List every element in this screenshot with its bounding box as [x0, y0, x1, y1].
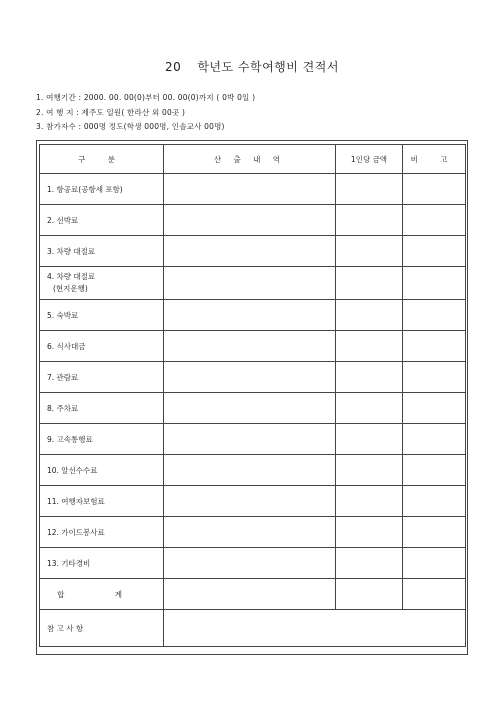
row-calculation-cell[interactable] — [164, 486, 336, 517]
row-label: 5. 숙박료 — [40, 300, 164, 331]
row-amount-cell[interactable] — [336, 362, 403, 393]
table-row — [40, 455, 466, 486]
info-participants: 3. 참가자수 : 000명 정도(학생 000명, 인솔교사 00명) — [36, 122, 225, 131]
row-calculation-cell[interactable] — [164, 236, 336, 267]
table-row — [40, 486, 466, 517]
table-row — [40, 331, 466, 362]
row-amount-cell[interactable] — [336, 548, 403, 579]
table-row — [40, 517, 466, 548]
row-remarks-cell[interactable] — [403, 486, 466, 517]
table-row — [40, 205, 466, 236]
row-label: 3. 차량 대절료 — [40, 236, 164, 267]
row-remarks-cell[interactable] — [403, 455, 466, 486]
row-remarks-cell[interactable] — [403, 300, 466, 331]
table-row — [40, 424, 466, 455]
total-amount-cell[interactable] — [336, 579, 403, 610]
row-calculation-cell[interactable] — [164, 267, 336, 300]
row-label: 7. 관람료 — [40, 362, 164, 393]
row-amount-cell[interactable] — [336, 236, 403, 267]
row-amount-cell[interactable] — [336, 331, 403, 362]
row-label: 1. 항공료(공항세 포함) — [40, 174, 164, 205]
row-label: 13. 기타경비 — [40, 548, 164, 579]
row-calculation-cell[interactable] — [164, 362, 336, 393]
header-category: 구 분 — [40, 145, 164, 174]
row-remarks-cell[interactable] — [403, 548, 466, 579]
row-amount-cell[interactable] — [336, 424, 403, 455]
total-remarks-cell[interactable] — [403, 579, 466, 610]
info-travel-period: 1. 여행기간 : 2000. 00. 00(0)부터 00. 00(0)까지 ( 0박 0일 ) — [36, 93, 256, 102]
total-row — [40, 579, 466, 610]
document-title — [0, 58, 504, 75]
title-year: 20 — [165, 60, 182, 74]
row-calculation-cell[interactable] — [164, 548, 336, 579]
row-label: 6. 식사대금 — [40, 331, 164, 362]
row-amount-cell[interactable] — [336, 393, 403, 424]
row-amount-cell[interactable] — [336, 486, 403, 517]
row-remarks-cell[interactable] — [403, 517, 466, 548]
notes-content-cell[interactable] — [164, 610, 466, 647]
row-remarks-cell[interactable] — [403, 205, 466, 236]
row-remarks-cell[interactable] — [403, 174, 466, 205]
row-label: 8. 주차료 — [40, 393, 164, 424]
table-row — [40, 362, 466, 393]
row-amount-cell[interactable] — [336, 300, 403, 331]
row-calculation-cell[interactable] — [164, 300, 336, 331]
table-row — [40, 174, 466, 205]
table-row — [40, 548, 466, 579]
table-row — [40, 236, 466, 267]
row-label: 2. 선박료 — [40, 205, 164, 236]
row-remarks-cell[interactable] — [403, 393, 466, 424]
row-label: 12. 가이드봉사료 — [40, 517, 164, 548]
row-calculation-cell[interactable] — [164, 174, 336, 205]
header-calculation: 산 출 내 역 — [164, 145, 336, 174]
row-calculation-cell[interactable] — [164, 424, 336, 455]
estimate-table — [39, 144, 466, 647]
row-label: 11. 여행자보험료 — [40, 486, 164, 517]
row-remarks-cell[interactable] — [403, 424, 466, 455]
row-label: 9. 고속통행료 — [40, 424, 164, 455]
table-row — [40, 300, 466, 331]
title-text: 학년도 수학여행비 견적서 — [197, 60, 339, 74]
table-row — [40, 267, 466, 300]
table-header-row — [40, 145, 466, 174]
row-calculation-cell[interactable] — [164, 205, 336, 236]
row-amount-cell[interactable] — [336, 174, 403, 205]
row-amount-cell[interactable] — [336, 455, 403, 486]
notes-row — [40, 610, 466, 647]
row-remarks-cell[interactable] — [403, 362, 466, 393]
header-remarks: 비 고 — [403, 145, 466, 174]
row-remarks-cell[interactable] — [403, 267, 466, 300]
row-remarks-cell[interactable] — [403, 236, 466, 267]
info-destination: 2. 여 행 지 : 제주도 일원( 한라산 외 00곳 ) — [36, 108, 186, 117]
total-label: 합 계 — [40, 579, 164, 610]
row-calculation-cell[interactable] — [164, 393, 336, 424]
table-row — [40, 393, 466, 424]
row-label: 4. 차량 대절료 (현지운행) — [40, 267, 164, 300]
total-calculation-cell[interactable] — [164, 579, 336, 610]
row-calculation-cell[interactable] — [164, 517, 336, 548]
row-calculation-cell[interactable] — [164, 455, 336, 486]
row-label: 10. 알선수수료 — [40, 455, 164, 486]
row-remarks-cell[interactable] — [403, 331, 466, 362]
notes-label: 참 고 사 항 — [40, 610, 164, 647]
header-per-person: 1인당 금액 — [336, 145, 403, 174]
row-amount-cell[interactable] — [336, 267, 403, 300]
row-calculation-cell[interactable] — [164, 331, 336, 362]
row-amount-cell[interactable] — [336, 517, 403, 548]
row-amount-cell[interactable] — [336, 205, 403, 236]
